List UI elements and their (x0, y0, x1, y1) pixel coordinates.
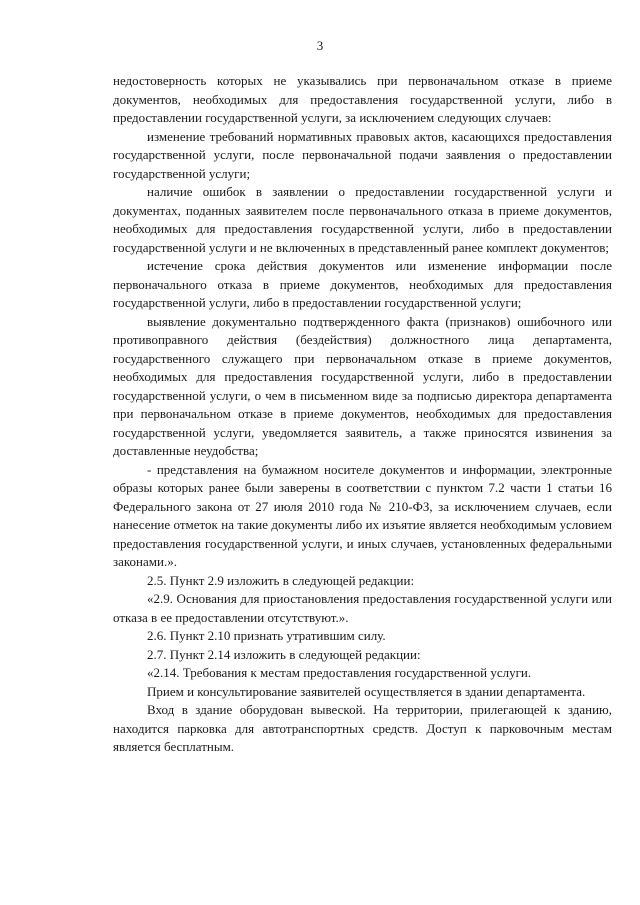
paragraph: 2.6. Пункт 2.10 признать утратившим силу. (147, 628, 386, 643)
paragraph: 2.5. Пункт 2.9 изложить в следующей редакции: (147, 572, 415, 588)
paragraph: Прием и консультирование заявителей осуществляется в здании департамента. (147, 683, 586, 699)
paragraph: Вход в здание оборудован вывеской. На территории, прилегающей к зданию, находится парковка для автотранспортных средств. Доступ к парковочным местам является бесплатным. (113, 702, 612, 754)
page-number: 3 (316, 38, 324, 53)
paragraph: выявление документально подтвержденного факта (признаков) ошибочного или противоправного действия (бездействия) должностного лица департамента, государственного служащего при первоначальном отказе в приеме документов, необходимых для предоставления государственной услуги, либо в предоставлении государственной услуги, о чем в письменном виде за подписью директора департамента при первоначальном отказе в приеме документов, необходимых для предоставления государственной услуги, уведомляется заявитель, а также приносятся извинения за доставленные неудобства; (113, 313, 612, 458)
paragraph: наличие ошибок в заявлении о предоставлении государственной услуги и документах, поданных заявителем после первоначального отказа в приеме документов, необходимых для предоставления государственной услуги, либо в предоставлении государственной услуги и не включенных в представленный ранее комплект документов; (113, 184, 612, 255)
paragraph: - представления на бумажном носителе документов и информации, электронные образы которых ранее были заверены в соответствии с пунктом 7.2 части 1 статьи 16 Федерального закона от 27 июля 2010 года № 210-ФЗ, за исключением случаев, если нанесение отметок на такие документы либо их изъятие является необходимым условием предоставления государственной услуги, и иных случаев, установленных федеральными законами.». (113, 461, 612, 569)
paragraph: недостоверность которых не указывались при первоначальном отказе в приеме документов, необходимых для предоставления государственной услуги, либо в предоставлении государственной услуги, за исключением следующих случаев: (113, 73, 612, 125)
paragraph: 2.7. Пункт 2.14 изложить в следующей редакции: (147, 646, 421, 662)
paragraph: «2.14. Требования к местам предоставления государственной услуги. (147, 665, 532, 680)
document-body (113, 72, 612, 757)
paragraph: «2.9. Основания для приостановления предоставления государственной услуги или отказа в ее предоставлении отсутствуют.». (113, 591, 612, 625)
paragraph: изменение требований нормативных правовых актов, касающихся предоставления государственной услуги, после первоначальной подачи заявления о предоставлении государственной услуги; (113, 128, 612, 181)
paragraph: истечение срока действия документов или изменение информации после первоначального отказа в приеме документов, необходимых для предоставления государственной услуги, либо в предоставлении государственной услуги; (113, 258, 612, 310)
